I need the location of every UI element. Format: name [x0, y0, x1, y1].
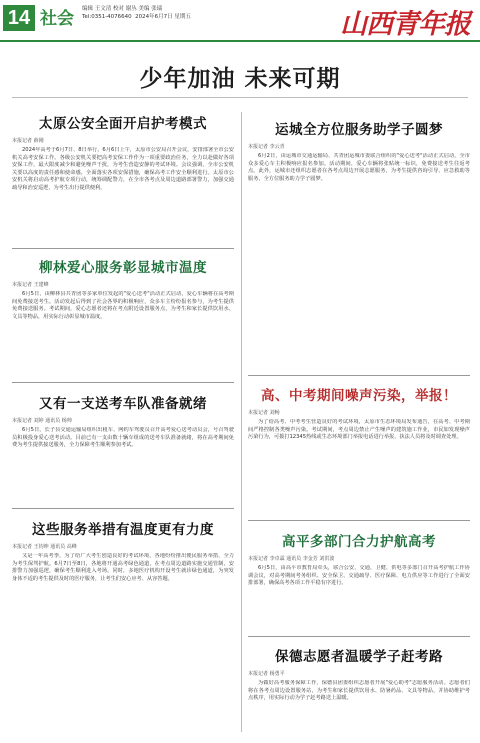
article-body: 6月5日，长子县交通运输局组织出租车、网约车驾驶员召开高考爱心送考动员会，号召驾驶员积极投身爱心送考活动。目前已有一支由数十辆车组成的送考车队准备就绪，将在高考期间免费为考生提供接送服务，全力保障考生顺利参加考试。 — [12, 427, 234, 449]
article-byline: 本报记者 刘畅 — [248, 410, 280, 416]
column-divider — [248, 520, 470, 521]
article-body: 又是一年高考季，为了给广大考生创造良好的考试环境，各地纷纷推出便民服务举措，全力为考生保驾护航。6月7日至8日，各地将开通高考绿色通道，在考点周边道路实施交通管制，安排警力加强巡逻，确保考生顺利进入考场。同时，多地医疗机构开设考生就诊绿色通道，为突发身体不适的考生提供及时的医疗服务，让考生们安心应考、从容答题。 — [12, 553, 234, 582]
article-body: 为做好高考服务保障工作，保德县团委组织志愿者开展"爱心助考"志愿服务活动。志愿者们将在各考点周边设置服务站，为考生和家长提供饮用水、防暑药品、文具等物品，并协助维护考点秩序，用实际行动为学子赶考路送上温暖。 — [248, 680, 470, 702]
column-divider — [248, 375, 470, 376]
section-name: 社会 — [40, 9, 74, 29]
article-title: 运城全方位服务助学子圆梦 — [275, 122, 443, 138]
article-title: 高、中考期间噪声污染，举报！ — [261, 388, 457, 404]
editor-line: 编辑 王文清 校对 谢丛 美编 张瑞 — [82, 6, 163, 12]
article-body: 6月5日，由柳林县共青团等多家单位发起的"爱心送考"活动正式启动，爱心车辆将在高考期间免费接送考生。活动发起后得到了社会各界的积极响应，众多车主纷纷报名参与，为考生提供免费接送服务。考试期间，爱心志愿者还将在考点附近设置服务点，为考生和家长提供饮用水、文具等物品，用实际行动彰显城市温度。 — [12, 291, 234, 320]
article-title: 太原公安全面开启护考模式 — [39, 116, 207, 132]
article-services — [12, 518, 234, 743]
article-noise — [248, 384, 470, 517]
column-divider — [12, 508, 234, 509]
column-divider — [12, 248, 234, 249]
article-zhangzi — [12, 392, 234, 510]
article-title: 柳林爱心服务彰显城市温度 — [39, 260, 207, 276]
article-byline: 本报记者 王钧坤 通讯员 高峰 — [12, 544, 77, 550]
article-byline: 本报记者 刘婷 通讯员 杨帅 — [12, 418, 72, 424]
article-byline: 本报记者 王建峰 — [12, 282, 49, 288]
contact-text: Tel:0351-4076640 — [82, 14, 132, 20]
article-baode — [248, 645, 470, 740]
article-title: 又有一支送考车队准备就绪 — [39, 396, 207, 412]
article-title: 保德志愿者温暖学子赶考路 — [275, 649, 443, 665]
article-byline: 本报记者 李云青 — [248, 144, 285, 150]
masthead-logo: 山西青年报 — [340, 9, 470, 40]
article-taiyuan — [12, 112, 234, 246]
contact-line — [82, 13, 191, 21]
article-byline: 本报记者 李卓霖 通讯员 李金芳 刘洪波 — [248, 556, 335, 562]
article-liulin — [12, 256, 234, 382]
article-body: 2024年高考于6月7日、8日举行，6月6日上午，太原市公安局召开会议，安排部署全市公安机关高考安保工作。各级公安机关要把高考安保工作作为一项重要政治任务，全力以赴做好各项安保工作，最大限度减少和避免噪声干扰，为考生营造安静的考试环境。会议强调，全市公安机关要以高度的责任感和使命感，全面落实各项安保措施，确保高考工作安全顺利进行。太原市公安机关将启动高考护航专项行动，统筹调配警力，在全市各考点及周边道路部署警力，加强交通疏导和治安巡逻，为考生出行提供便利。 — [12, 147, 234, 191]
article-body: 6月5日，由高平市教育局牵头，联合公安、交通、卫健、供电等多部门召开高考护航工作协调会议，对高考期间考务组织、安全保卫、交通疏导、医疗保障、电力供应等工作进行了全面安排部署，确保高考各项工作平稳有序进行。 — [248, 565, 470, 587]
article-yuncheng — [248, 118, 470, 343]
page-number: 14 — [3, 5, 35, 31]
article-byline: 本报记者 杨勇平 — [248, 671, 285, 677]
article-gaoping — [248, 530, 470, 633]
page-banner: 少年加油 未来可期 — [139, 66, 341, 92]
editor-info — [82, 5, 191, 21]
issue-date: 2024年6月7日 星期五 — [135, 14, 191, 20]
page-header — [0, 0, 480, 40]
banner-divider — [12, 97, 468, 98]
article-title: 这些服务举措有温度更有力度 — [32, 522, 214, 538]
article-body: 6月2日，由运城市交通运输局、共青团运城市委联合组织的"爱心送考"活动正式启动，全市众多爱心车主积极响应报名参加。活动期间，爱心车辆将张贴统一标识，免费接送考生往返考点。此外，运城市还组织志愿者在各考点周边开展志愿服务，为考生提供咨询引导、应急救助等服务，全方位服务助力学子圆梦。 — [248, 153, 470, 182]
header-divider — [0, 40, 480, 42]
center-divider — [241, 112, 242, 732]
column-divider — [12, 382, 234, 383]
article-byline: 本报记者 薛刚 — [12, 138, 44, 144]
column-divider — [248, 636, 470, 637]
article-body: 为了给高考、中考考生营造良好的考试环境，太原市生态环境局发布通告，在高考、中考期间严格控制各类噪声污染。考试期间，考点周边禁止产生噪声的建筑施工作业，市民如发现噪声污染行为，可拨打12345热线或生态环境部门举报电话进行举报，执法人员将及时调查处理。 — [248, 419, 470, 441]
article-title: 高平多部门合力护航高考 — [282, 534, 436, 550]
